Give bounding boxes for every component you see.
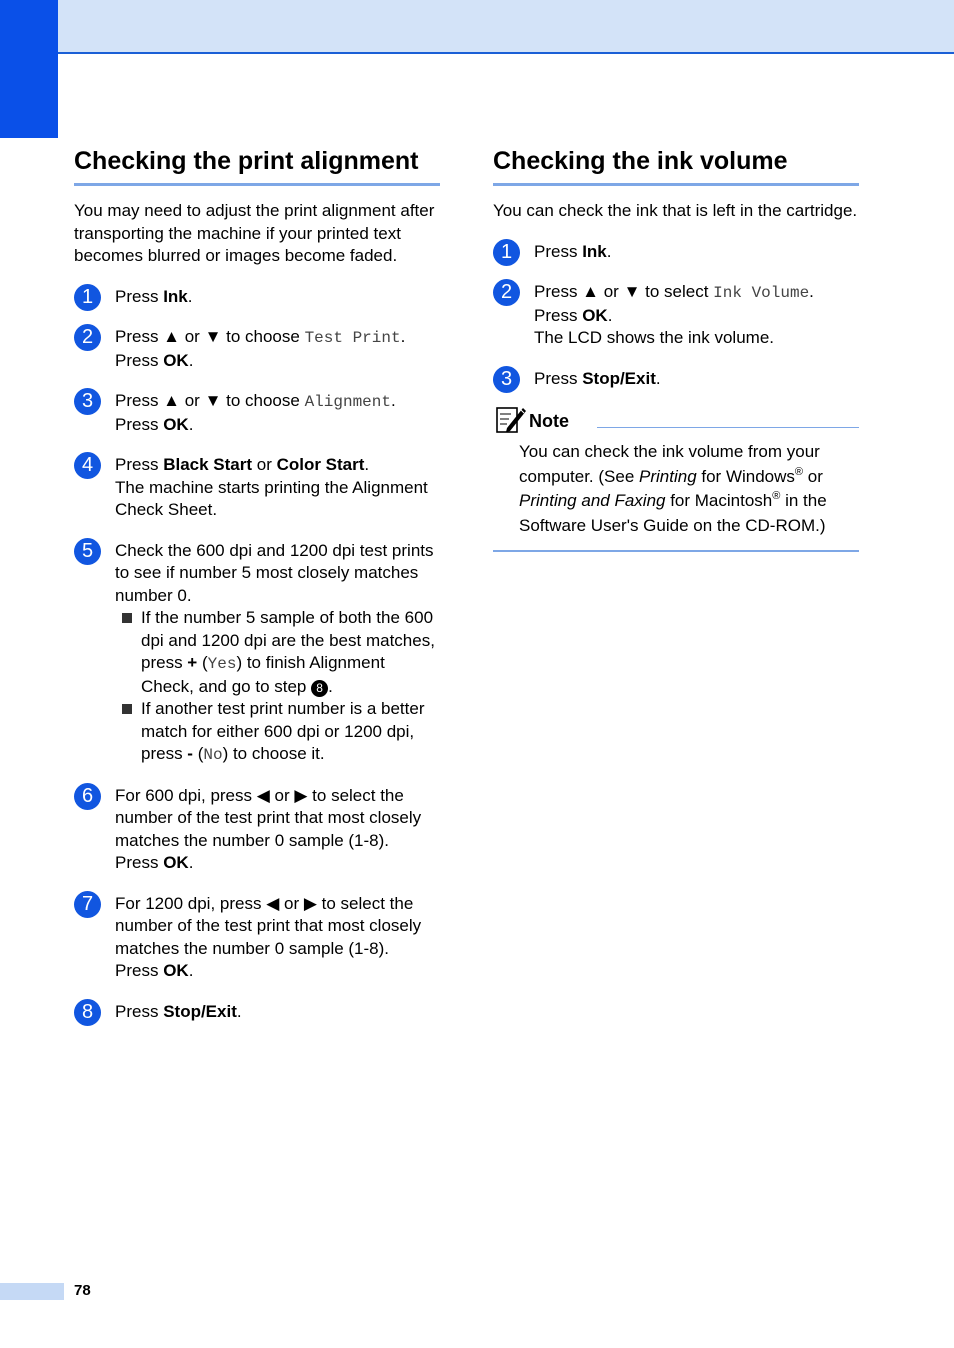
step-number-badge: 2	[74, 324, 101, 351]
step: 1 Press Ink.	[493, 241, 859, 264]
step-number-badge: 2	[493, 279, 520, 306]
step-number-badge: 3	[74, 388, 101, 415]
step: 2 Press ▲ or ▼ to select Ink Volume. Press OK. The LCD shows the ink volume.	[493, 281, 859, 350]
step-number-badge: 7	[74, 891, 101, 918]
step-list	[493, 241, 859, 391]
chapter-tab	[0, 0, 58, 138]
note-divider	[597, 427, 859, 428]
page-number: 78	[74, 1282, 91, 1299]
note-pencil-icon	[495, 404, 527, 439]
lcd-text: Alignment	[304, 393, 391, 411]
lcd-text: Yes	[207, 655, 237, 673]
ink-volume-section	[493, 143, 859, 552]
step-number-badge: 1	[493, 239, 520, 266]
note-title: Note	[529, 411, 569, 431]
footer-bar	[0, 1283, 64, 1300]
section-intro: You can check the ink that is left in the cartridge.	[493, 201, 858, 220]
step: 8 Press Stop/Exit.	[74, 1001, 440, 1024]
step-number-badge: 3	[493, 366, 520, 393]
section-title: Checking the ink volume	[493, 143, 859, 186]
step: 3 Press ▲ or ▼ to choose Alignment. Press OK.	[74, 390, 440, 436]
step-list	[74, 286, 440, 1024]
note-text: You can check the ink volume from your computer. (See Printing for Windows® or Printing and Faxing for Macintosh® in the Software User's Guide on the CD-ROM.)	[493, 440, 859, 552]
list-item: If the number 5 sample of both the 600 dpi and 1200 dpi are the best matches, press + (Yes) to finish Alignment Check, and go to step 8 .	[122, 607, 440, 698]
lcd-text: Ink Volume	[713, 284, 810, 302]
lcd-text: Test Print	[304, 329, 401, 347]
print-alignment-section	[74, 143, 440, 1023]
step: 2 Press ▲ or ▼ to choose Test Print. Press OK.	[74, 326, 440, 372]
header-band	[58, 0, 954, 54]
section-intro: You may need to adjust the print alignment after transporting the machine if your printed text becomes blurred or images become faded.	[74, 201, 435, 265]
step-number-badge: 6	[74, 783, 101, 810]
step: 5 Check the 600 dpi and 1200 dpi test prints to see if number 5 most closely matches number 0. If the number 5 sample of both the 600 dpi and 1200 dpi are the best matches, press + (Yes) to finish Alignment Check, and go to step 8 . If another test print number is a better match for either 600 dpi or 1200 dpi, press - (No) to choose it.	[74, 540, 440, 767]
lcd-text: No	[203, 746, 223, 764]
step: 4 Press Black Start or Color Start. The machine starts printing the Alignment Check Sheet.	[74, 454, 440, 522]
option-list	[115, 607, 440, 767]
step: 6 For 600 dpi, press ◀ or ▶ to select the number of the test print that most closely matches the number 0 sample (1-8). Press OK.	[74, 785, 440, 875]
section-title: Checking the print alignment	[74, 143, 440, 186]
step: 3 Press Stop/Exit.	[493, 368, 859, 391]
step-number-badge: 4	[74, 452, 101, 479]
step-reference-badge: 8	[311, 680, 328, 697]
step: 7 For 1200 dpi, press ◀ or ▶ to select the number of the test print that most closely matches the number 0 sample (1-8). Press OK.	[74, 893, 440, 983]
list-item: If another test print number is a better match for either 600 dpi or 1200 dpi, press - (No) to choose it.	[122, 698, 440, 767]
step-number-badge: 8	[74, 999, 101, 1026]
step: 1 Press Ink.	[74, 286, 440, 309]
note-box	[493, 404, 859, 552]
note-header	[493, 404, 859, 440]
step-number-badge: 5	[74, 538, 101, 565]
step-number-badge: 1	[74, 284, 101, 311]
